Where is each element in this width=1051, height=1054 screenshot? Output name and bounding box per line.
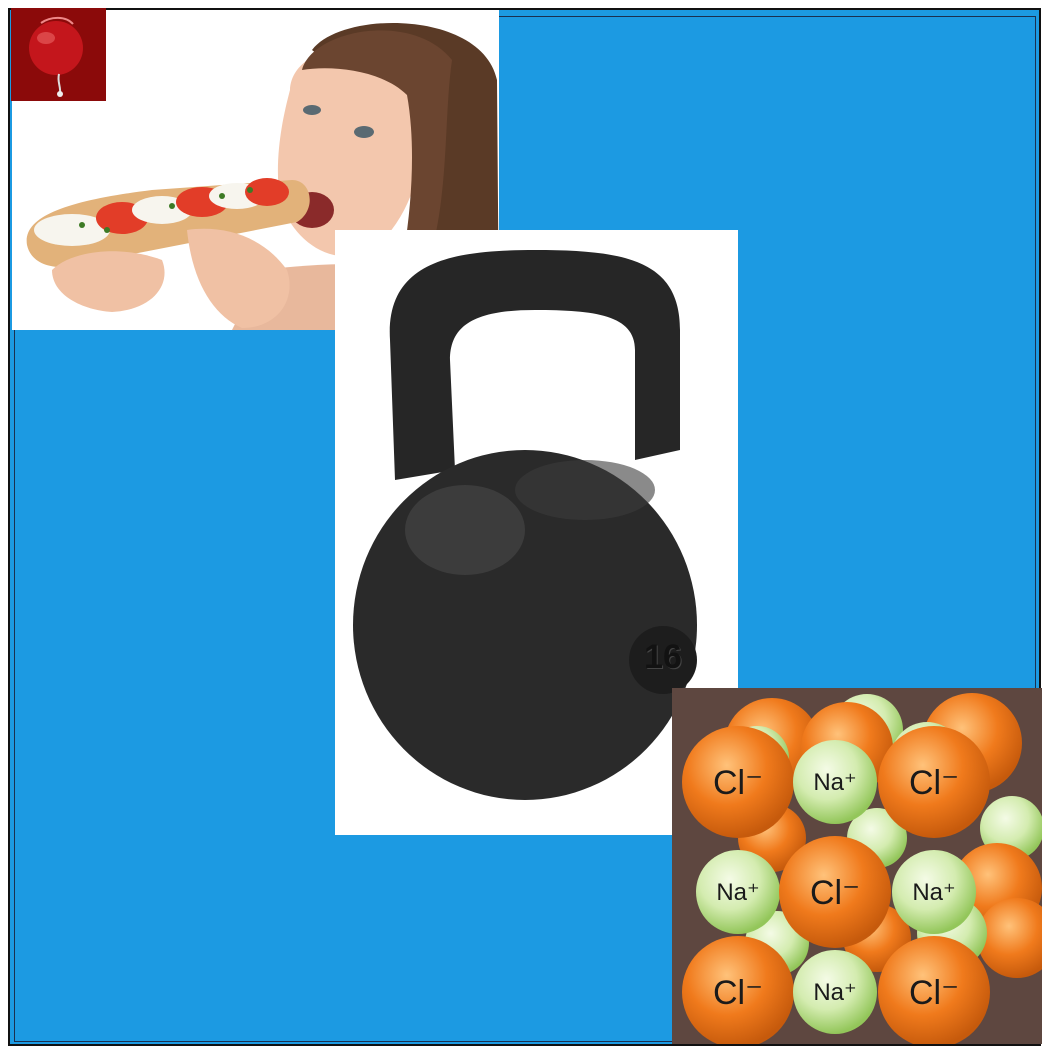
chloride-ion-label: Cl⁻ [908,974,960,1012]
chloride-ion-label: Cl⁻ [908,764,960,802]
tomato-drop-logo-icon [11,8,106,101]
sodium-ion-label: Na⁺ [716,879,760,906]
sodium-chloride-lattice-image [672,688,1042,1044]
chloride-ion-label: Cl⁻ [809,874,861,912]
kettlebell-weight-marking: 16 [644,638,682,676]
sodium-ion-label: Na⁺ [813,769,857,796]
sodium-ion-label: Na⁺ [912,879,956,906]
chloride-ion-label: Cl⁻ [712,974,764,1012]
chloride-ion-label: Cl⁻ [712,764,764,802]
sodium-ion-label: Na⁺ [813,979,857,1006]
